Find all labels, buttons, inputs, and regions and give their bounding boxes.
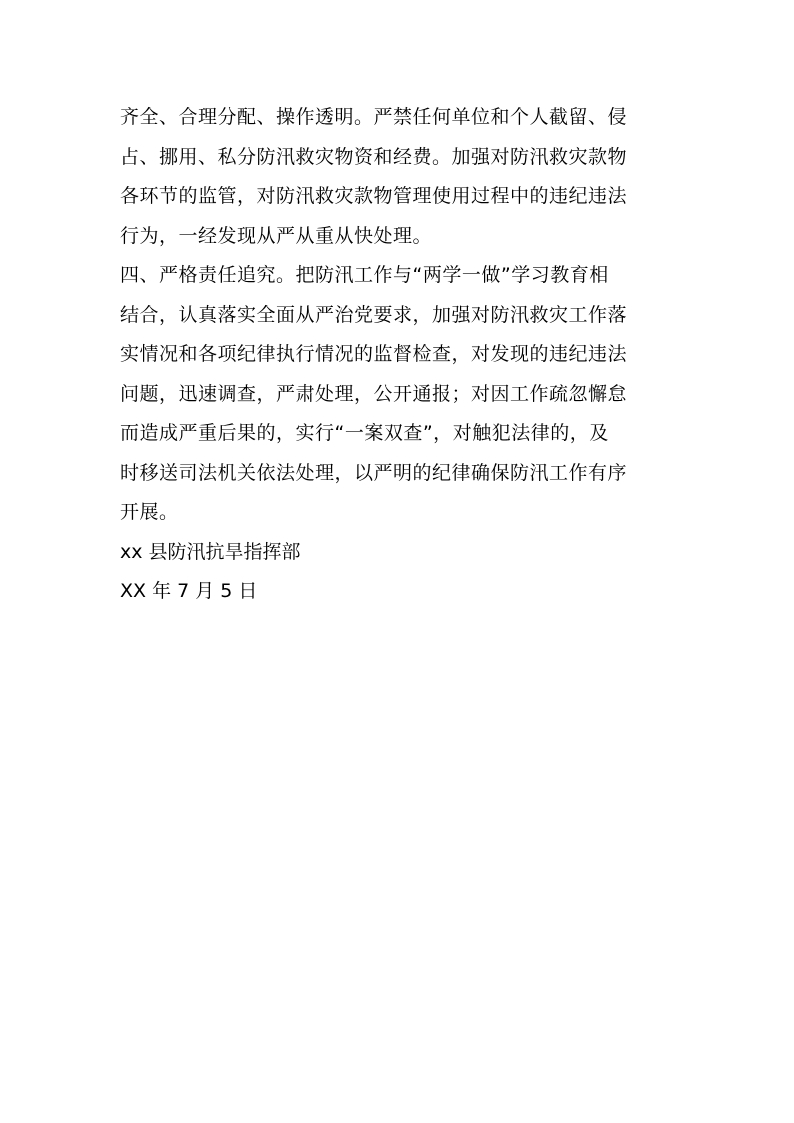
body-line-3: 各环节的监管，对防汛救灾款物管理使用过程中的违纪违法: [120, 185, 628, 207]
body-line-6: 结合，认真落实全面从严治党要求，加强对防汛救灾工作落: [120, 303, 628, 326]
body-line-11: 开展。: [120, 501, 179, 523]
body-line-9: 而造成严重后果的，实行“一案双查”，对触犯法律的，及: [120, 422, 609, 444]
body-line-10: 时移送司法机关依法处理，以严明的纪律确保防汛工作有序: [120, 461, 628, 484]
document-page: [120, 98, 680, 612]
body-line-2: 占、挪用、私分防汛救灾物资和经费。加强对防汛救灾款物: [120, 145, 628, 168]
body-line-8: 问题，迅速调查，严肃处理，公开通报；对因工作疏忽懈怠: [120, 382, 628, 405]
signature-organization: xx 县防汛抗旱指挥部: [120, 540, 301, 563]
body-line-5: 四、严格责任追究。把防汛工作与“两学一做”学习教育相: [120, 264, 609, 286]
body-line-1: 齐全、合理分配、操作透明。严禁任何单位和个人截留、侵: [120, 106, 628, 128]
body-line-4: 行为，一经发现从严从重从快处理。: [120, 224, 433, 247]
body-line-7: 实情况和各项纪律执行情况的监督检查，对发现的违纪违法: [120, 343, 628, 365]
signature-date: XX 年 7 月 5 日: [120, 580, 258, 602]
